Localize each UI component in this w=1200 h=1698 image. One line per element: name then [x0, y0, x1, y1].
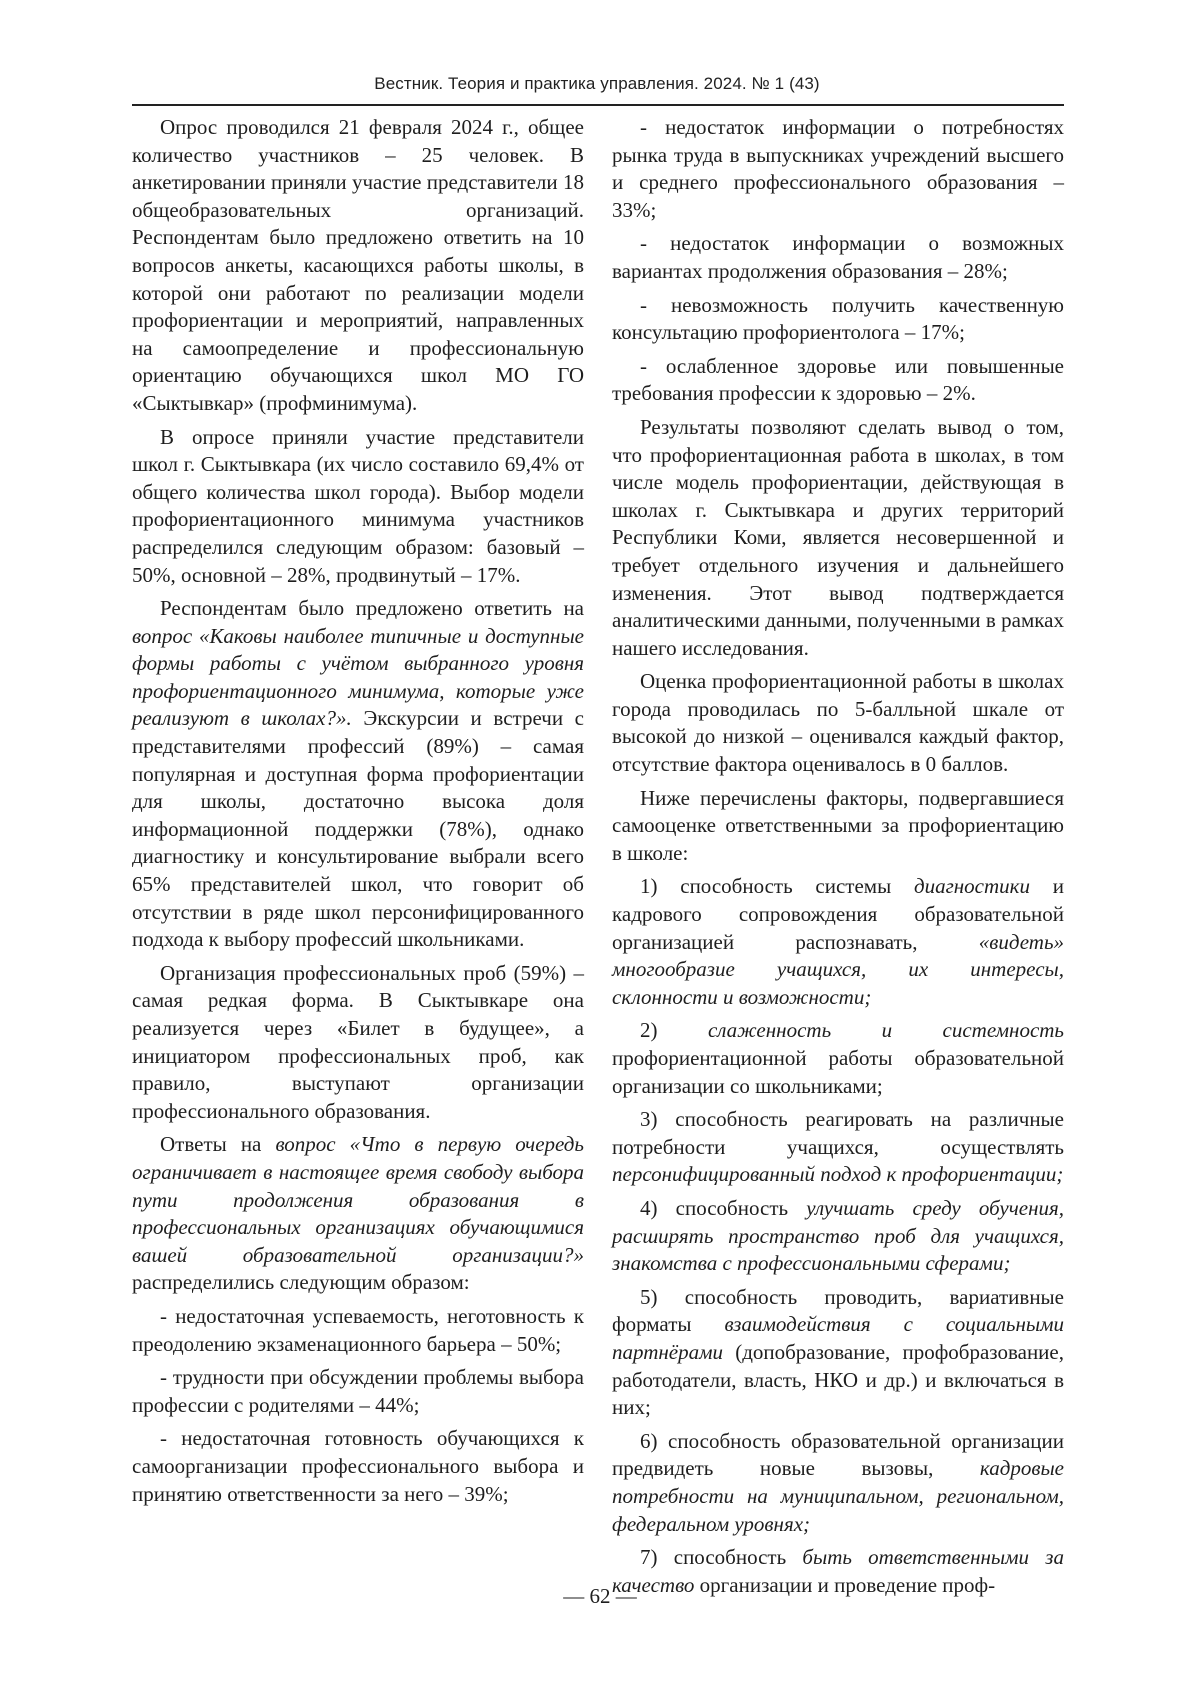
italic-span: взаимодействия с социальными партнёрами: [612, 1312, 1064, 1364]
italic-span: слаженность и системность: [707, 1018, 1064, 1043]
list-item: - недостаточная успеваемость, неготовность к преодолению экзаменационного барьера – 50%;: [132, 1303, 584, 1356]
left-column: [132, 114, 584, 1514]
text-span: и кадрового сопровождения образовательной организацией распознавать,: [612, 874, 1064, 954]
list-item: - недостаток информации о потребностях рынка труда в выпускниках учреждений высшего и среднего профессионального образования – 33%;: [612, 115, 1064, 222]
text-span: 5) способность проводить, вариативные форматы: [612, 1284, 1064, 1337]
header-rule: [132, 104, 1064, 106]
list-item: - трудности при обсуждении проблемы выбора профессии с родителями – 44%;: [132, 1365, 584, 1417]
italic-span: кадровые потребности на муниципальном, региональном, федеральном уровнях;: [612, 1456, 1064, 1536]
list-item: - недостаток информации о возможных вариантах продолжения образования – 28%;: [612, 231, 1064, 283]
text-span: Ответы на: [160, 1132, 276, 1157]
page-number: — 62 —: [563, 1584, 637, 1608]
text-span: 3) способность реагировать на различные потребности учащихся, осуществлять: [612, 1107, 1064, 1159]
list-item: - недостаточная готовность обучающихся к самоорганизации профессионального выбора и принятию ответственности за него – 39%;: [132, 1426, 584, 1506]
text-span: 2): [640, 1018, 708, 1043]
paragraph-survey-date: Опрос проводился 21 февраля 2024 г., общее количество участников – 25 человек. В анкетировании приняли участие представители 18 общеобразовательных организаций. Респондентам было предложено ответить на 10 вопросов анкеты, касающихся работы школы, в которой они работают по реализации модели профориентации и мероприятий, направленных на самоопределение и профессиональную ориентацию обучающихся школ МО ГО «Сыктывкар» (профминимума).: [132, 115, 584, 415]
text-span: организации и проведение проф-: [694, 1572, 996, 1597]
paragraph-question-limits: [132, 1131, 584, 1297]
paragraph-factors-intro: Ниже перечислены факторы, подвергавшиеся самооценке ответственными за профориентацию в школе:: [612, 785, 1064, 865]
paragraph-conclusion: Результаты позволяют сделать вывод о том, что профориентационная работа в школах, в том числе модель профориентации, действующая в школах г. Сыктывкара и других территорий Республики Коми, является несовершенной и требует отдельного изучения и дальнейшего изменения. Этот вывод подтверждается аналитическими данными, полученными в рамках нашего исследования.: [612, 414, 1064, 660]
paragraph-question-forms: [132, 595, 584, 954]
text-span: Респондентам было предложено ответить на: [160, 596, 584, 621]
factor-item: [612, 873, 1064, 1011]
paragraph-participants: В опросе приняли участие представители школ г. Сыктывкара (их число составило 69,4% от общего количества школ города). Выбор модели профориентационного минимума участников распределился следующим образом: базовый – 50%, основной – 28%, продвинутый – 17%.: [132, 424, 584, 587]
italic-question: вопрос «Что в первую очередь ограничивает в настоящее время свободу выбора пути продолжения образования в профессиональных организациях обучающимися вашей образовательной организации?»: [132, 1132, 584, 1267]
list-item: - невозможность получить качественную консультацию профориентолога – 17%;: [612, 292, 1064, 345]
text-span: (допобразование, профобразование, работодатели, власть, НКО и др.) и включаться в них;: [612, 1339, 1064, 1420]
text-span: профориентационной работы образовательной организации со школьниками;: [612, 1046, 1064, 1098]
italic-span: быть ответственными за качество: [612, 1545, 1064, 1597]
factor-item: [612, 1195, 1064, 1278]
text-span: распределились следующим образом:: [132, 1270, 470, 1295]
text-span: 4) способность: [640, 1195, 807, 1220]
factor-item: [612, 1106, 1064, 1189]
text-span: Экскурсии и встречи с представителями профессий (89%) – самая популярная и доступная форма профориентации для школы, достаточно высока доля информационной поддержки (78%), однако диагностику и консультирование выбрали всего 65% представителей школ, что говорит об отсутствии в ряде школ персонифицированного подхода к выбору профессий школьниками.: [132, 706, 584, 952]
running-title: Вестник. Теория и практика управления. 2024. № 1 (43): [374, 74, 820, 93]
factor-item: [612, 1428, 1064, 1538]
factor-item: [612, 1284, 1064, 1422]
italic-question: вопрос «Каковы наиболее типичные и доступные формы работы с учётом выбранного уровня профориентационного минимума, которые уже реализуют в школах?».: [132, 623, 584, 731]
italic-span: персонифицированный подход к профориентации;: [612, 1162, 1064, 1187]
list-item: - ослабленное здоровье или повышенные требования профессии к здоровью – 2%.: [612, 353, 1064, 406]
paragraph-professional-trials: Организация профессиональных проб (59%) – самая редкая форма. В Сыктывкаре она реализуется через «Билет в будущее», а инициатором профессиональных проб, как правило, выступают организации профессионального образования.: [132, 960, 584, 1123]
italic-span: улучшать среду обучения, расширять пространство проб для учащихся, знакомства с профессиональными сферами;: [612, 1195, 1065, 1276]
paragraph-assessment-scale: Оценка профориентационной работы в школах города проводилась по 5-балльной шкале от высокой до низкой – оценивался каждый фактор, отсутствие фактора оценивалось в 0 баллов.: [612, 669, 1064, 777]
text-span: 1) способность системы: [640, 874, 914, 899]
right-column: [612, 114, 1064, 1605]
italic-span: «видеть» многообразие учащихся, их интересы, склонности и возможности;: [612, 929, 1064, 1009]
italic-span: диагностики: [913, 874, 1030, 899]
factor-item: [612, 1017, 1064, 1100]
text-span: 7) способность: [640, 1545, 803, 1570]
text-span: 6) способность образовательной организации предвидеть новые вызовы,: [612, 1428, 1064, 1481]
